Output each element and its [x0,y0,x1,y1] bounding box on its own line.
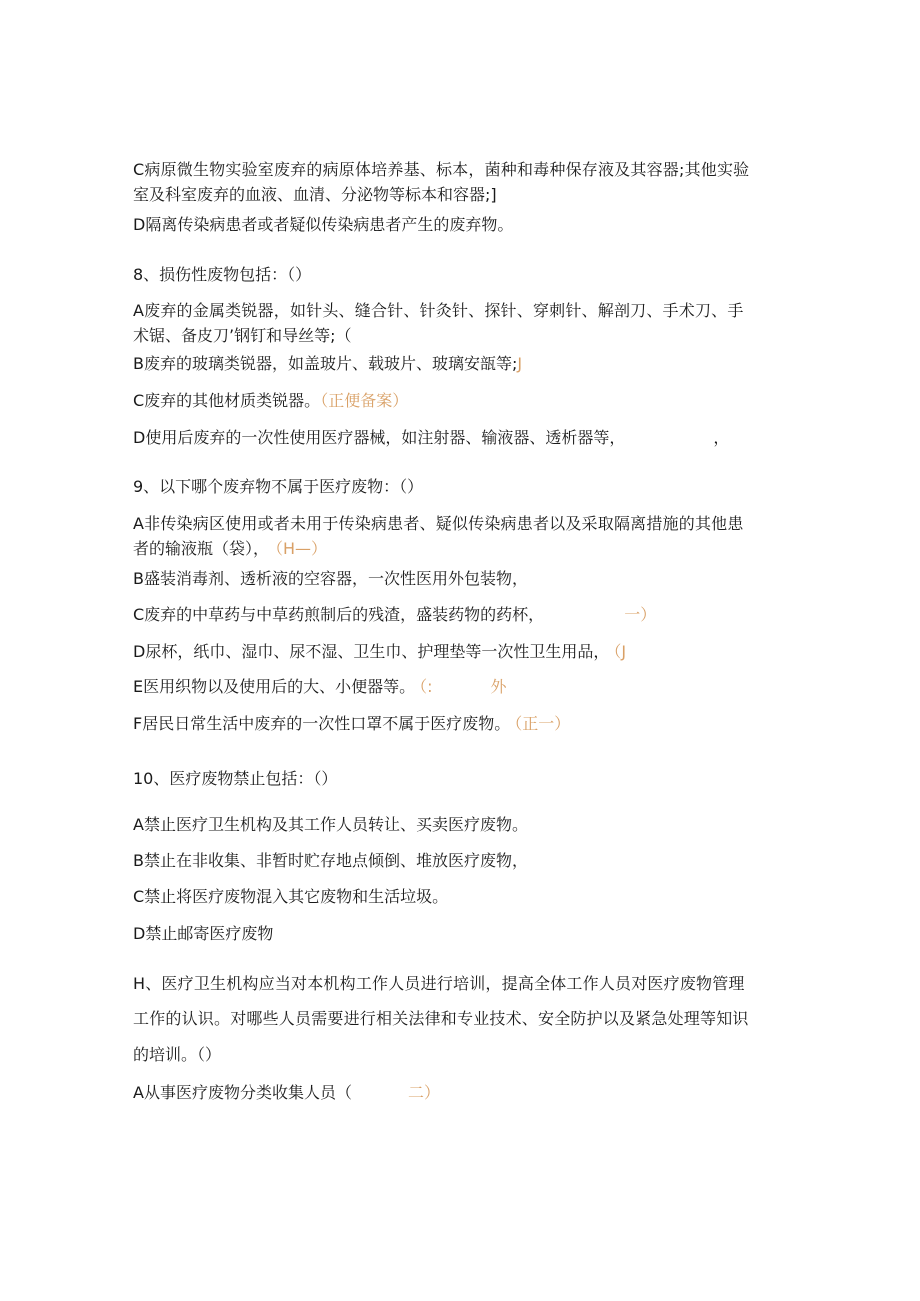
q8-option-b [133,354,522,374]
q8-option-a-line2: 术锯、备皮刀’钢钉和导丝等;（ [133,326,352,345]
q8-option-a-line1: A废弃的金属类锐器，如针头、缝合针、针灸针、探针、穿刺针、解剖刀、手术刀、手 [133,301,744,320]
q11-option-a [133,1083,440,1103]
q9-option-a-line1: A非传染病区使用或者未用于传染病患者、疑似传染病患者以及采取隔离措施的其他患 [133,514,744,533]
q7-option-c-line2: 室及科室废弃的血液、血清、分泌物等标本和容器;] [133,185,497,204]
q8-option-d-text: D使用后废弃的一次性使用医疗器械，如注射器、输液器、透析器等， [133,428,626,447]
q9-option-d-text: D尿杯，纸巾、湿巾、尿不湿、卫生巾、护理垫等一次性卫生用品， [133,642,610,661]
q9-option-e-annotation: （: [419,677,433,696]
q9-option-f [133,714,570,734]
q9-option-a-line2-text: 者的输液瓶（袋）， [133,539,270,558]
q11-question-line2: 工作的认识。对哪些人员需要进行相关法律和专业技术、安全防护以及紧急处理等知识 [133,1009,749,1028]
q9-option-f-text: F居民日常生活中废弃的一次性口罩不属于医疗废物。 [133,714,511,733]
q10-option-c: C禁止将医疗废物混入其它废物和生活垃圾。 [133,887,449,906]
q8-option-d [133,428,729,448]
q9-option-e [133,677,507,697]
q9-option-b: B盛装消毒剂、透析液的空容器，一次性医用外包装物， [133,569,528,588]
q11-option-a-text: A从事医疗废物分类收集人员（ [133,1083,352,1102]
q11-option-a-annotation: 二） [407,1083,440,1102]
q10-option-a: A禁止医疗卫生机构及其工作人员转让、买卖医疗废物。 [133,815,528,834]
q7-option-c-line1: C病原微生物实验室废弃的病原体培养基、标本，菌种和毒种保存液及其容器;其他实验 [133,160,750,179]
q9-option-d [133,642,626,662]
q8-option-c [133,391,408,411]
q8-option-d-tail: ， [713,428,730,447]
q9-option-f-annotation: （正一） [514,714,571,733]
q9-option-c-annotation: 一） [624,605,657,624]
q11-question-line3: 的培训。（） [133,1045,222,1064]
q8-option-c-annotation: （正便备案） [320,391,409,410]
q8-option-b-text: B废弃的玻璃类锐器，如盖玻片、载玻片、玻璃安瓿等; [133,354,518,373]
q9-option-a-line2 [133,539,327,559]
q10-option-b: B禁止在非收集、非暂时贮存地点倾倒、堆放医疗废物， [133,851,528,870]
q9-option-e-text: E医用织物以及使用后的大、小便器等。 [133,677,416,696]
q10-question: 10、医疗废物禁止包括：（） [133,769,338,788]
q9-option-a-annotation: （H—） [275,539,328,558]
q11-question-line1: H、医疗卫生机构应当对本机构工作人员进行培训，提高全体工作人员对医疗废物管理 [133,974,745,993]
q9-option-e-annotation-2: 外 [490,677,507,696]
q8-question: 8、损伤性废物包括：（） [133,265,312,284]
q8-option-c-text: C废弃的其他材质类锐器。 [133,391,321,410]
q8-option-b-annotation: J [517,354,523,373]
q10-option-d: D禁止邮寄医疗废物 [133,924,274,943]
q9-question: 9、以下哪个废弃物不属于医疗废物：（） [133,477,424,496]
q9-option-c-text: C废弃的中草药与中草药煎制后的残渣，盛装药物的药杯， [133,605,545,624]
q7-option-d: D隔离传染病患者或者疑似传染病患者产生的废弃物。 [133,215,514,234]
q9-option-c [133,605,656,625]
q9-option-d-annotation: （J [613,642,627,661]
